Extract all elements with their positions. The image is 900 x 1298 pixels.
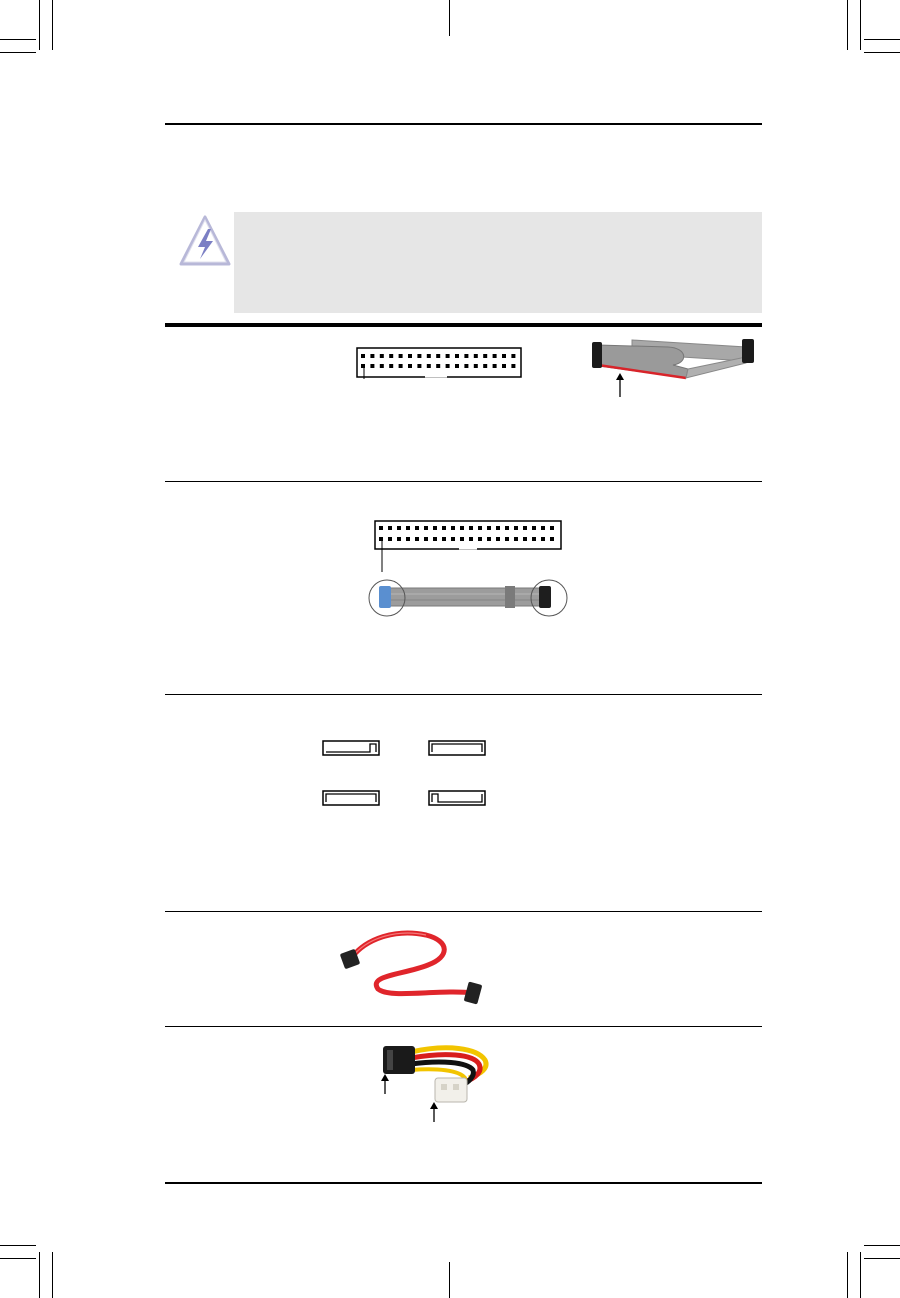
ide-header-icon <box>373 520 563 572</box>
crop-mark <box>449 1262 450 1298</box>
crop-mark <box>0 39 36 40</box>
header-pin <box>427 354 431 358</box>
crop-mark <box>449 0 450 36</box>
header-pin <box>433 526 437 530</box>
header-pin <box>487 537 491 541</box>
crop-mark <box>864 52 900 53</box>
header-pin <box>550 537 554 541</box>
header-pin <box>446 364 450 368</box>
header-pin <box>389 364 393 368</box>
crop-mark <box>860 1252 861 1298</box>
header-pin <box>415 537 419 541</box>
header-pin <box>514 537 518 541</box>
header-pin <box>379 526 383 530</box>
header-pin <box>417 364 421 368</box>
header-pin <box>380 354 384 358</box>
header-pin <box>478 537 482 541</box>
header-pin <box>408 354 412 358</box>
sata-connector-icon <box>322 740 380 756</box>
crop-mark <box>847 1252 848 1298</box>
header-pin <box>361 354 365 358</box>
header-pin <box>493 354 497 358</box>
header-pin <box>399 364 403 368</box>
header-pin <box>483 354 487 358</box>
header-pin <box>451 526 455 530</box>
crop-mark <box>0 52 36 53</box>
header-pin <box>406 537 410 541</box>
header-pin <box>474 354 478 358</box>
header-pin <box>388 537 392 541</box>
sata-power-cable-icon <box>377 1034 497 1124</box>
header-pin <box>417 354 421 358</box>
header-pin <box>511 354 515 358</box>
crop-mark <box>39 1252 40 1298</box>
header-pin <box>550 526 554 530</box>
section-rule <box>165 911 762 912</box>
header-pin <box>523 537 527 541</box>
header-pin <box>532 537 536 541</box>
header-pin <box>415 526 419 530</box>
note-box <box>234 212 762 313</box>
floppy-ribbon-cable-icon <box>588 333 760 397</box>
header-pin <box>433 537 437 541</box>
header-pin <box>389 354 393 358</box>
header-pin <box>388 526 392 530</box>
crop-mark <box>864 1245 900 1246</box>
header-pin <box>427 364 431 368</box>
header-pin <box>474 364 478 368</box>
section-rule <box>165 1026 762 1027</box>
header-pin <box>436 364 440 368</box>
header-pin <box>455 364 459 368</box>
header-pin <box>502 364 506 368</box>
header-pin <box>511 364 515 368</box>
sata-connector-icon <box>428 740 486 756</box>
header-pin <box>436 354 440 358</box>
header-pin <box>487 526 491 530</box>
header-pin <box>496 537 500 541</box>
header-pin <box>483 364 487 368</box>
header-pin <box>370 364 374 368</box>
header-pin <box>541 526 545 530</box>
header-pin <box>478 526 482 530</box>
sata-connector-icon <box>322 790 380 806</box>
crop-mark <box>0 1245 36 1246</box>
header-pin <box>370 354 374 358</box>
header-pin <box>532 526 536 530</box>
warning-lightning-icon <box>178 214 232 268</box>
header-pin <box>408 364 412 368</box>
header-pin <box>505 537 509 541</box>
header-pin <box>502 354 506 358</box>
header-pin <box>424 526 428 530</box>
section-rule-thick <box>165 323 762 327</box>
sata-data-cable-icon <box>338 927 498 1012</box>
header-pin <box>460 526 464 530</box>
header-pin <box>469 537 473 541</box>
header-pin <box>380 364 384 368</box>
ide-ribbon-cable-icon <box>367 578 571 620</box>
floppy-header-icon <box>355 347 525 381</box>
header-pin <box>442 526 446 530</box>
header-pin <box>442 537 446 541</box>
header-pin <box>424 537 428 541</box>
header-pin <box>464 364 468 368</box>
header-pin <box>397 526 401 530</box>
header-pin <box>505 526 509 530</box>
section-rule <box>165 694 762 695</box>
header-rule <box>165 123 762 125</box>
header-pin <box>496 526 500 530</box>
header-pin <box>493 364 497 368</box>
header-pin <box>469 526 473 530</box>
footer-rule <box>165 1182 762 1184</box>
header-pin <box>446 354 450 358</box>
sata-connector-icon <box>428 790 486 806</box>
header-pin <box>460 537 464 541</box>
header-pin <box>406 526 410 530</box>
header-pin <box>541 537 545 541</box>
header-pin <box>397 537 401 541</box>
crop-mark <box>864 39 900 40</box>
header-pin <box>455 354 459 358</box>
header-pin <box>514 526 518 530</box>
crop-mark <box>39 0 40 50</box>
header-pin <box>451 537 455 541</box>
crop-mark <box>52 1252 53 1298</box>
crop-mark <box>860 0 861 50</box>
section-rule <box>165 481 762 482</box>
crop-mark <box>0 1258 36 1259</box>
crop-mark <box>52 0 53 50</box>
header-pin <box>464 354 468 358</box>
crop-mark <box>864 1258 900 1259</box>
header-pin <box>523 526 527 530</box>
crop-mark <box>847 0 848 50</box>
header-pin <box>399 354 403 358</box>
